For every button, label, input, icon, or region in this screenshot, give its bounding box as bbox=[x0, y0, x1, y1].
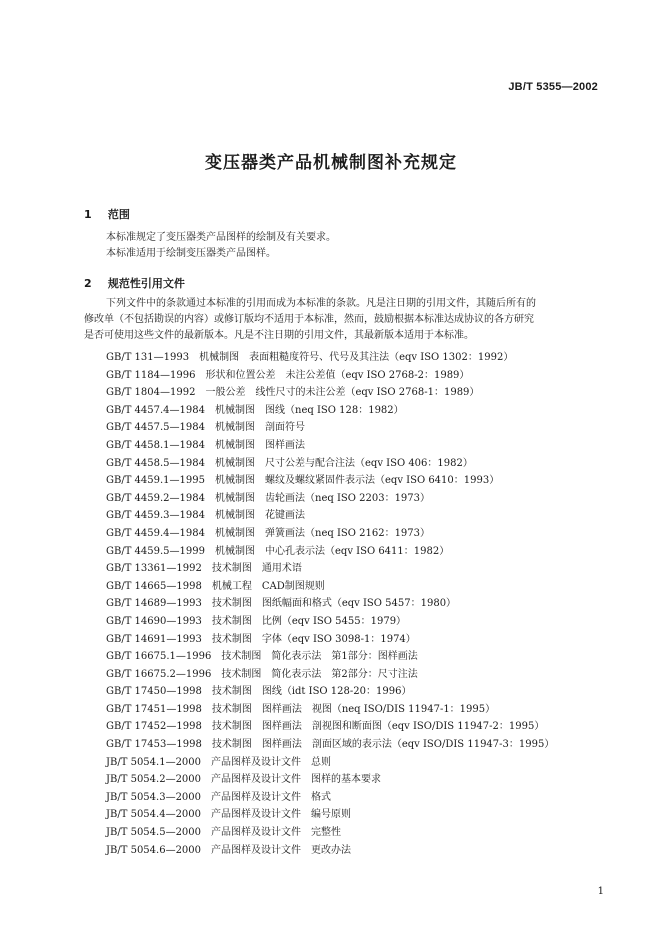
reference-item bbox=[106, 349, 554, 367]
reference-item bbox=[106, 666, 554, 684]
reference-item bbox=[106, 402, 554, 420]
reference-item bbox=[106, 367, 554, 385]
reference-code: GB/T 4459.5—1999 bbox=[106, 545, 205, 557]
reference-item bbox=[106, 736, 554, 754]
reference-title: 技术制图 图样画法 视图（neq ISO/DIS 11947-1：1995） bbox=[211, 703, 496, 715]
reference-code: GB/T 4458.1—1984 bbox=[106, 439, 205, 451]
reference-item bbox=[106, 437, 554, 455]
section-2-heading bbox=[84, 275, 185, 291]
reference-item bbox=[106, 754, 554, 772]
reference-code: GB/T 17453—1998 bbox=[106, 739, 202, 751]
section-title: 范围 bbox=[107, 208, 130, 221]
reference-title: 技术制图 通用术语 bbox=[211, 563, 302, 575]
reference-item bbox=[106, 525, 554, 543]
reference-title: 形状和位置公差 未注公差值（eqv ISO 2768-2：1989） bbox=[205, 369, 470, 381]
reference-title: 产品图样及设计文件 图样的基本要求 bbox=[211, 774, 382, 786]
reference-title: 机械制图 螺纹及螺纹紧固件表示法（eqv ISO 6410：1993） bbox=[215, 475, 500, 487]
reference-code: JB/T 5054.2—2000 bbox=[106, 774, 202, 786]
reference-code: GB/T 4459.3—1984 bbox=[106, 510, 205, 522]
reference-item bbox=[106, 648, 554, 666]
section-number: 1 bbox=[84, 208, 92, 221]
reference-code: GB/T 16675.1—1996 bbox=[106, 651, 212, 663]
reference-item bbox=[106, 507, 554, 525]
reference-code: JB/T 5054.3—2000 bbox=[106, 791, 202, 803]
reference-title: 技术制图 比例（eqv ISO 5455：1979） bbox=[211, 615, 407, 627]
reference-item bbox=[106, 613, 554, 631]
reference-title: 产品图样及设计文件 格式 bbox=[211, 791, 332, 803]
reference-item bbox=[106, 419, 554, 437]
paragraph-line: 下列文件中的条款通过本标准的引用而成为本标准的条款。凡是注日期的引用文件，其随后所有的 bbox=[106, 298, 536, 309]
reference-title: 机械制图 剖面符号 bbox=[215, 422, 305, 434]
reference-item bbox=[106, 701, 554, 719]
reference-item bbox=[106, 543, 554, 561]
reference-code: GB/T 1184—1996 bbox=[106, 369, 196, 381]
reference-code: GB/T 14690—1993 bbox=[106, 615, 202, 627]
standard-code: JB/T 5355—2002 bbox=[508, 81, 598, 93]
reference-title: 产品图样及设计文件 更改办法 bbox=[211, 844, 352, 856]
reference-code: GB/T 16675.2—1996 bbox=[106, 668, 212, 680]
reference-item bbox=[106, 806, 554, 824]
reference-code: GB/T 17451—1998 bbox=[106, 703, 202, 715]
reference-code: GB/T 13361—1992 bbox=[106, 563, 202, 575]
reference-title: 产品图样及设计文件 完整性 bbox=[211, 827, 342, 839]
reference-title: 技术制图 图样画法 剖视图和断面图（eqv ISO/DIS 11947-2：1995） bbox=[211, 721, 545, 733]
reference-item bbox=[106, 824, 554, 842]
reference-item bbox=[106, 771, 554, 789]
document-title: 变压器类产品机械制图补充规定 bbox=[205, 153, 457, 173]
reference-code: GB/T 14689—1993 bbox=[106, 598, 202, 610]
reference-item bbox=[106, 683, 554, 701]
reference-code: GB/T 1804—1992 bbox=[106, 387, 196, 399]
reference-title: 机械制图 齿轮画法（neq ISO 2203：1973） bbox=[215, 492, 431, 504]
paragraph-line: 是否可使用这些文件的最新版本。凡是不注日期的引用文件，其最新版本适用于本标准。 bbox=[84, 330, 474, 341]
reference-code: GB/T 4459.4—1984 bbox=[106, 527, 205, 539]
reference-code: GB/T 17450—1998 bbox=[106, 686, 202, 698]
reference-title: 一般公差 线性尺寸的未注公差（eqv ISO 2768-1：1989） bbox=[205, 387, 480, 399]
reference-item bbox=[106, 560, 554, 578]
reference-title: 技术制图 简化表示法 第2部分：尺寸注法 bbox=[221, 668, 418, 680]
reference-title: 技术制图 图样画法 剖面区域的表示法（eqv ISO/DIS 11947-3：1995） bbox=[211, 739, 555, 751]
page-number: 1 bbox=[597, 886, 604, 897]
reference-item bbox=[106, 631, 554, 649]
reference-code: GB/T 17452—1998 bbox=[106, 721, 202, 733]
reference-code: GB/T 4459.2—1984 bbox=[106, 492, 205, 504]
reference-code: GB/T 4457.5—1984 bbox=[106, 422, 205, 434]
reference-title: 机械制图 图样画法 bbox=[215, 439, 305, 451]
reference-code: GB/T 4457.4—1984 bbox=[106, 404, 205, 416]
reference-code: GB/T 14665—1998 bbox=[106, 580, 202, 592]
reference-title: 机械制图 尺寸公差与配合注法（eqv ISO 406：1982） bbox=[215, 457, 473, 469]
reference-code: GB/T 14691—1993 bbox=[106, 633, 202, 645]
reference-title: 技术制图 字体（eqv ISO 3098-1：1974） bbox=[211, 633, 416, 645]
reference-code: JB/T 5054.5—2000 bbox=[106, 827, 202, 839]
reference-title: 机械制图 中心孔表示法（eqv ISO 6411：1982） bbox=[215, 545, 450, 557]
reference-item bbox=[106, 789, 554, 807]
reference-code: JB/T 5054.1—2000 bbox=[106, 756, 202, 768]
reference-title: 机械工程 CAD制图规则 bbox=[211, 580, 325, 592]
paragraph-line: 修改单（不包括勘误的内容）或修订版均不适用于本标准，然而，鼓励根据本标准达成协议的各方研究 bbox=[84, 314, 534, 325]
reference-item bbox=[106, 455, 554, 473]
reference-title: 机械制图 弹簧画法（neq ISO 2162：1973） bbox=[215, 527, 431, 539]
reference-item bbox=[106, 472, 554, 490]
section-number: 2 bbox=[84, 277, 92, 290]
section-1-body bbox=[106, 230, 336, 262]
reference-title: 产品图样及设计文件 总则 bbox=[211, 756, 332, 768]
reference-title: 技术制图 图纸幅面和格式（eqv ISO 5457：1980） bbox=[211, 598, 457, 610]
reference-list bbox=[106, 349, 554, 859]
reference-code: GB/T 131—1993 bbox=[106, 352, 190, 363]
section-title: 规范性引用文件 bbox=[107, 277, 185, 290]
reference-title: 机械制图 花键画法 bbox=[215, 510, 305, 522]
reference-item bbox=[106, 718, 554, 736]
reference-item bbox=[106, 595, 554, 613]
reference-item bbox=[106, 578, 554, 596]
reference-code: JB/T 5054.6—2000 bbox=[106, 844, 202, 856]
reference-title: 机械制图 图线（neq ISO 128：1982） bbox=[215, 404, 404, 416]
reference-item bbox=[106, 384, 554, 402]
reference-code: GB/T 4459.1—1995 bbox=[106, 475, 205, 487]
reference-title: 机械制图 表面粗糙度符号、代号及其注法（eqv ISO 1302：1992） bbox=[199, 352, 514, 363]
paragraph-line: 本标准规定了变压器类产品图样的绘制及有关要求。 bbox=[106, 232, 336, 243]
reference-code: JB/T 5054.4—2000 bbox=[106, 809, 202, 821]
reference-item bbox=[106, 842, 554, 860]
section-2-body bbox=[84, 296, 536, 344]
reference-title: 技术制图 图线（idt ISO 128-20：1996） bbox=[211, 686, 412, 698]
section-1-heading bbox=[84, 206, 130, 222]
reference-item bbox=[106, 490, 554, 508]
reference-title: 产品图样及设计文件 编号原则 bbox=[211, 809, 352, 821]
paragraph-line: 本标准适用于绘制变压器类产品图样。 bbox=[106, 248, 276, 259]
reference-code: GB/T 4458.5—1984 bbox=[106, 457, 205, 469]
reference-title: 技术制图 简化表示法 第1部分：图样画法 bbox=[221, 651, 418, 663]
